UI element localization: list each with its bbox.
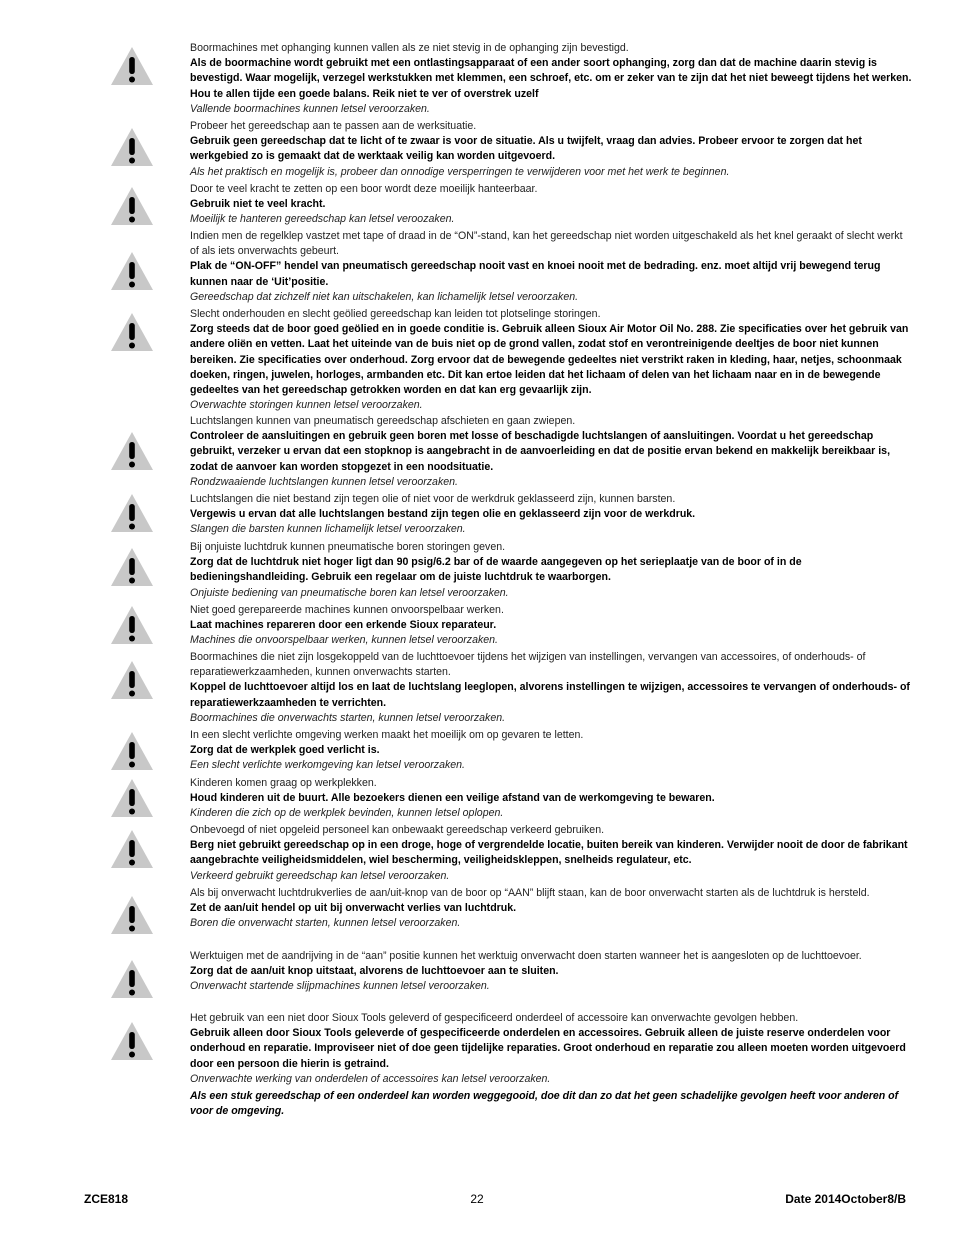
warning-block-disconnect-air xyxy=(190,650,912,726)
instruction-text: Houd kinderen uit de buurt. Alle bezoekers dienen een veilige afstand van de werkomgeving te bewaren. xyxy=(190,792,715,805)
warning-icon xyxy=(110,431,154,471)
warning-icon xyxy=(110,1021,154,1061)
warning-block-children xyxy=(190,776,912,822)
consequence-text: Onjuiste bediening van pneumatische boren kan letsel veroorzaken. xyxy=(190,586,509,599)
instruction-text: Gebruik geen gereedschap dat te licht of te zwaar is voor de situatie. Als u twijfelt, vraag dan advies. Probeer ervoor te zorgen dat het werkgebied zo is gemaakt dat de werktaak veilig kan worden uitgevoerd. xyxy=(190,135,862,163)
warning-block-switch-position xyxy=(190,949,912,995)
warning-icon xyxy=(110,547,154,587)
consequence-text: Vallende boormachines kunnen letsel veroorzaken. xyxy=(190,102,430,115)
instruction-text: Als de boormachine wordt gebruikt met een ontlastingsapparaat of een ander soort ophanging, zorg dan dat de machine daarin stevig is bevestigd. Waar mogelijk, verzegel werkstukken met klemmen, een schroef, etc. om er zeker van te zijn dat het niet beweegt tijdens het werken. Hou te allen tijde een goede balans. Reik niet te ver of overstrek uzelf xyxy=(190,57,912,100)
instruction-text: Zorg dat de werkplek goed verlicht is. xyxy=(190,744,380,757)
hazard-text: Het gebruik van een niet door Sioux Tools geleverd of gespecificeerd onderdeel of accessoire kan onverwachte gevolgen hebben. xyxy=(190,1012,799,1024)
warning-icon xyxy=(110,959,154,999)
instruction-text: Gebruik alleen door Sioux Tools geleverde of gespecificeerde onderdelen en accessoires. Gebruik alleen de juiste reserve onderdelen voor onderhoud en reparatie. Improviseer niet of doe geen tijdelijke reparaties. Groot onderhoud en reparatie zou alleen moeten worden uitgevoerd door een persoon die hierin is getraind. xyxy=(190,1027,906,1070)
consequence-text: Kinderen die zich op de werkplek bevinden, kunnen letsel oplopen. xyxy=(190,807,504,820)
hazard-text: Bij onjuiste luchtdruk kunnen pneumatische boren storingen geven. xyxy=(190,541,506,553)
warning-icon xyxy=(110,127,154,167)
hazard-text: Probeer het gereedschap aan te passen aan de werksituatie. xyxy=(190,120,477,132)
footer-page-number: 22 xyxy=(470,1192,484,1206)
warning-block-air-pressure xyxy=(190,540,912,601)
warning-block-storage xyxy=(190,823,912,884)
instruction-text: Berg niet gebruikt gereedschap op in een droge, hoge of vergrendelde locatie, buiten bereik van kinderen. Verwijder nooit de door de fabrikant aangebrachte veiligheidsmiddelen, wiel bescherming, veiligheidskleppen, snelheids regulateur, etc. xyxy=(190,839,908,867)
hazard-text: Slecht onderhouden en slecht geölied gereedschap kan leiden tot plotselinge storingen. xyxy=(190,308,601,320)
hazard-text: Niet goed gerepareerde machines kunnen onvoorspelbaar werken. xyxy=(190,604,504,616)
consequence-text: Overwachte storingen kunnen letsel veroorzaken. xyxy=(190,399,423,412)
warning-block-excess-force xyxy=(190,182,912,228)
warning-block-lighting xyxy=(190,728,912,774)
warning-icon xyxy=(110,660,154,700)
warning-icon xyxy=(110,778,154,818)
warning-icon xyxy=(110,605,154,645)
warning-block-tool-selection xyxy=(190,119,912,180)
hazard-text: Luchtslangen die niet bestand zijn tegen olie of niet voor de werkdruk geklasseerd zijn, kunnen barsten. xyxy=(190,493,676,505)
warning-icon xyxy=(110,186,154,226)
consequence-text: Rondzwaaiende luchtslangen kunnen letsel veroorzaken. xyxy=(190,475,458,488)
footer-model-number: ZCE818 xyxy=(84,1192,129,1206)
consequence-text: Boren die onverwacht starten, kunnen letsel veroorzaken. xyxy=(190,917,461,930)
warning-icon xyxy=(110,251,154,291)
consequence-text: Gereedschap dat zichzelf niet kan uitschakelen, kan lichamelijk letsel veroorzaken. xyxy=(190,290,579,303)
instruction-text: Laat machines repareren door een erkende Sioux reparateur. xyxy=(190,619,497,632)
consequence-text: Onverwacht startende slijpmachines kunnen letsel veroorzaken. xyxy=(190,980,490,993)
consequence-text: Onverwachte werking van onderdelen of accessoires kan letsel veroorzaken. xyxy=(190,1072,551,1085)
hazard-text: Door te veel kracht te zetten op een boor wordt deze moeilijk hanteerbaar. xyxy=(190,183,538,195)
hazard-text: Als bij onverwacht luchtdrukverlies de aan/uit-knop van de boor op “AAN” blijft staan, kan de boor onverwacht starten als de luchtdruk is hersteld. xyxy=(190,887,870,899)
hazard-text: In een slecht verlichte omgeving werken maakt het moeilijk om op gevaren te letten. xyxy=(190,729,584,741)
instruction-text: Vergewis u ervan dat alle luchtslangen bestand zijn tegen olie en geklasseerd zijn voor de werkdruk. xyxy=(190,508,696,521)
warning-block-hose-burst xyxy=(190,492,912,538)
consequence-text: Slangen die barsten kunnen lichamelijk letsel veroorzaken. xyxy=(190,523,466,536)
warning-icon xyxy=(110,493,154,533)
consequence-text: Verkeerd gebruikt gereedschap kan letsel veroorzaken. xyxy=(190,869,450,882)
instruction-text: Zorg dat de aan/uit knop uitstaat, alvorens de luchttoevoer aan te sluiten. xyxy=(190,965,559,978)
warning-block-air-hoses-whip xyxy=(190,414,912,490)
instruction-text: Zet de aan/uit hendel op uit bij onverwacht verlies van luchtdruk. xyxy=(190,902,517,915)
warning-block-genuine-parts xyxy=(190,1011,912,1087)
hazard-text: Boormachines die niet zijn losgekoppeld van de luchttoevoer tijdens het wijzigen van instellingen, vervangen van accessoires, of onderhouds- of reparatiewerkzaamheden, kunnen onverwachts starten. xyxy=(190,651,866,679)
consequence-text: Machines die onvoorspelbaar werken, kunnen letsel veroorzaken. xyxy=(190,634,498,647)
hazard-text: Boormachines met ophanging kunnen vallen als ze niet stevig in de ophanging zijn bevestigd. xyxy=(190,42,629,54)
consequence-text: Een slecht verlichte werkomgeving kan letsel veroorzaken. xyxy=(190,759,465,772)
warning-icon xyxy=(110,46,154,86)
hazard-text: Werktuigen met de aandrijving in de “aan” positie kunnen het werktuig onverwacht doen starten wanneer het is aangesloten op de luchttoevoer. xyxy=(190,950,862,962)
warning-block-maintenance xyxy=(190,307,912,413)
instruction-text: Zorg steeds dat de boor goed geölied en in goede conditie is. Gebruik alleen Sioux Air Motor Oil No. 288. Zie specificaties over het gebruik van andere oliën en vetten. Laat het uiteinde van de buis niet op de grond vallen, zodat stof en verontreinigende deeltjes de boor niet kunnen bereiken. Zie specificaties over onderhoud. Zorg ervoor dat de bewegende gedeeltes niet verstrikt raken in kleding, haar, netjes, schoonmaak doeken, ringen, juwelen, horloges, armbanden etc. Dit kan ertoe leiden dat het lichaam of delen van het lichaam naar en in de bewegende gedeeltes van het gereedschap getrokken worden en dat kan erg gevaarlijk zijn. xyxy=(190,323,909,397)
footer-date: Date 2014October8/B xyxy=(785,1192,906,1206)
consequence-text: Boormachines die onverwachts starten, kunnen letsel veroorzaken. xyxy=(190,711,506,724)
warning-block-repairs xyxy=(190,603,912,649)
instruction-text: Plak de “ON-OFF” hendel van pneumatisch gereedschap nooit vast en knoei nooit met de bedrading. enz. moet altijd vrij bewegend terug kunnen naar de ‘Uit’positie. xyxy=(190,260,881,288)
warning-block-suspended-drills xyxy=(190,41,912,117)
warning-icon xyxy=(110,731,154,771)
warning-icon xyxy=(110,312,154,352)
instruction-text: Controleer de aansluitingen en gebruik geen boren met losse of beschadigde luchtslangen of aansluitingen. Voordat u het gereedschap gebruikt, verzeker u ervan dat een stopknop is aangebracht in de aanvoerleiding en dat de positie ervan bekend en makkelijk bereikbaar is, zodat de aanvoer kan worden stopgezet in een noodsituatie. xyxy=(190,430,891,473)
warning-icon xyxy=(110,895,154,935)
hazard-text: Onbevoegd of niet opgeleid personeel kan onbewaakt gereedschap verkeerd gebruiken. xyxy=(190,824,605,836)
warning-block-on-off-lever xyxy=(190,229,912,305)
instruction-text: Koppel de luchttoevoer altijd los en laat de luchtslang leeglopen, alvorens instellingen te wijzigen, accessoires te vervangen of onderhouds- of reparatiewerkzaamheden te verrichten. xyxy=(190,681,910,709)
instruction-text: Gebruik niet te veel kracht. xyxy=(190,198,326,211)
warning-block-pressure-loss xyxy=(190,886,912,932)
disposal-note-text: Als een stuk gereedschap of een onderdeel kan worden weggegooid, doe dit dan zo dat het geen schadelijke gevolgen heeft voor anderen of voor de omgeving. xyxy=(190,1090,899,1118)
warning-icon xyxy=(110,829,154,869)
hazard-text: Indien men de regelklep vastzet met tape of draad in de “ON”-stand, kan het gereedschap niet worden uitgeschakeld als het knel geraakt of slecht werkt of als iets onverwachts gebeurt. xyxy=(190,230,903,258)
consequence-text: Moeilijk te hanteren gereedschap kan letsel veroozaken. xyxy=(190,213,455,226)
consequence-text: Als het praktisch en mogelijk is, probeer dan onnodige versperringen te verwijderen voor met het werk te beginnen. xyxy=(190,165,730,178)
disposal-note xyxy=(190,1089,912,1119)
instruction-text: Zorg dat de luchtdruk niet hoger ligt dan 90 psig/6.2 bar of de waarde aangegeven op het serieplaatje van de boor of in de bedieningshandleiding. Gebruik een regelaar om de juiste luchtdruk te waarborgen. xyxy=(190,556,802,584)
hazard-text: Kinderen komen graag op werkplekken. xyxy=(190,777,377,789)
hazard-text: Luchtslangen kunnen van pneumatisch gereedschap afschieten en gaan zwiepen. xyxy=(190,415,576,427)
